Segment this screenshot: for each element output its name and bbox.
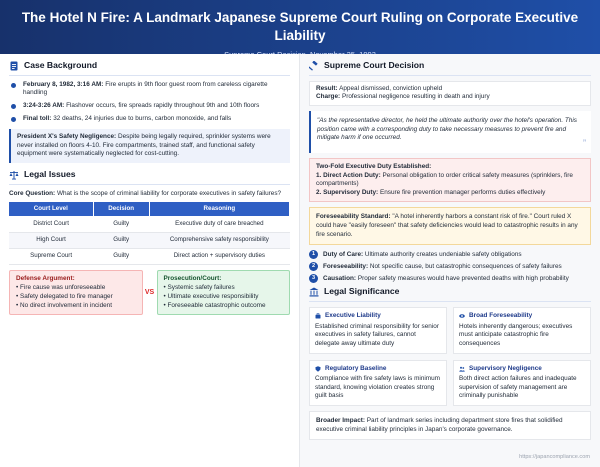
decision-heading bbox=[309, 60, 591, 76]
table-cell: Guilty bbox=[93, 248, 149, 264]
card-text: Both direct action failures and inadequate supervision of safety management are criminally punishable bbox=[459, 375, 577, 400]
number-badge: 3 bbox=[309, 274, 318, 283]
table-header-row bbox=[9, 202, 290, 216]
foreseeability-box bbox=[309, 207, 591, 245]
list-item bbox=[309, 250, 591, 259]
significance-title: Legal Significance bbox=[324, 286, 400, 297]
table-cell: High Court bbox=[9, 232, 93, 248]
defense-title: Defense Argument: bbox=[16, 274, 75, 282]
point-label: Causation: bbox=[323, 274, 357, 282]
number-badge: 1 bbox=[309, 250, 318, 259]
card-title: Broad Foreseeability bbox=[469, 311, 533, 319]
significance-heading bbox=[309, 286, 591, 302]
significance-card bbox=[453, 360, 591, 407]
table-row bbox=[9, 248, 290, 264]
timeline-dot bbox=[11, 83, 16, 88]
quote-text: "As the representative director, he held the ultimate authority over the hotel's operation. This position came with a corresponding duty to take necessary measures to prevent fire and mitigate harm if one occurred. bbox=[317, 116, 577, 142]
table-cell: Executive duty of care breached bbox=[149, 216, 289, 232]
legal-issues-title: Legal Issues bbox=[24, 169, 76, 180]
users-icon bbox=[459, 366, 465, 372]
timeline bbox=[9, 81, 290, 124]
point-text: Not specific cause, but catastrophic consequences of safety failures bbox=[369, 262, 562, 270]
timeline-label: February 8, 1982, 3:16 AM: bbox=[23, 80, 104, 88]
table-cell: Guilty bbox=[93, 216, 149, 232]
prosecution-point: • Systemic safety failures bbox=[163, 284, 235, 292]
court-quote bbox=[309, 111, 591, 153]
significance-cards bbox=[309, 307, 591, 406]
eye-icon bbox=[459, 313, 465, 319]
decision-title: Supreme Court Decision bbox=[324, 60, 425, 70]
duty-item bbox=[316, 189, 584, 198]
point-label: Duty of Care: bbox=[323, 250, 364, 258]
table-cell: District Court bbox=[9, 216, 93, 232]
timeline-dot bbox=[11, 117, 16, 122]
prosecution-point: • Foreseeable catastrophic outcome bbox=[163, 301, 266, 309]
timeline-dot bbox=[11, 104, 16, 109]
institution-icon bbox=[309, 287, 319, 297]
point-text: Ultimate authority creates undeniable safety obligations bbox=[364, 250, 522, 258]
defense-point: • Safety delegated to fire manager bbox=[16, 293, 113, 301]
column-header: Court Level bbox=[9, 202, 93, 216]
table-cell: Guilty bbox=[93, 232, 149, 248]
defense-point: • No direct involvement in incident bbox=[16, 301, 113, 309]
arguments-comparison bbox=[9, 270, 290, 316]
timeline-item bbox=[9, 115, 290, 124]
table-cell: Supreme Court bbox=[9, 248, 93, 264]
source-url[interactable]: https://japancompliance.com bbox=[519, 454, 590, 461]
table-cell: Comprehensive safety responsibility bbox=[149, 232, 289, 248]
card-title: Supervisory Negligence bbox=[469, 364, 542, 372]
gavel-icon bbox=[309, 61, 319, 71]
foreseeability-text: "A hotel inherently harbors a constant risk of fire." Court ruled X could have "easily foreseen" that safety deficiencies would lead to catastrophic results in any fire scenario. bbox=[316, 213, 578, 238]
duty-label: 1. Direct Action Duty: bbox=[316, 171, 381, 179]
right-column bbox=[300, 54, 600, 467]
core-question bbox=[9, 190, 290, 199]
shield-icon bbox=[315, 366, 321, 372]
page-header bbox=[0, 0, 600, 54]
prosecution-argument-box bbox=[157, 270, 291, 316]
executive-icon bbox=[315, 313, 321, 319]
timeline-item bbox=[9, 81, 290, 98]
table-row bbox=[9, 232, 290, 248]
duty-text: Personal obligation to order critical safety measures (sprinklers, fire compartments) bbox=[316, 171, 573, 188]
timeline-label: 3:24-3:26 AM: bbox=[23, 101, 65, 109]
card-text: Hotels inherently dangerous; executives must anticipate catastrophic fire consequences bbox=[459, 322, 573, 347]
case-background-title: Case Background bbox=[24, 60, 98, 70]
timeline-text: Flashover occurs, fire spreads rapidly throughout 9th and 10th floors bbox=[66, 101, 260, 109]
card-text: Established criminal responsibility for senior executives in safety failures, cannot delegate away ultimate duty bbox=[315, 322, 439, 347]
point-text: Proper safety measures would have prevented deaths with high probability bbox=[357, 274, 569, 282]
card-text: Compliance with fire safety laws is minimum standard, knowing violation creates strong guilt basis bbox=[315, 375, 441, 400]
impact-label: Broader Impact: bbox=[316, 417, 366, 425]
scale-icon bbox=[9, 170, 19, 180]
decision-result-box bbox=[309, 81, 591, 106]
prosecution-point: • Ultimate executive responsibility bbox=[163, 293, 259, 301]
column-header: Reasoning bbox=[149, 202, 289, 216]
table-row bbox=[9, 216, 290, 232]
quote-mark-icon: ” bbox=[583, 137, 586, 148]
result-label: Result: bbox=[316, 84, 338, 92]
case-background-heading bbox=[9, 60, 290, 76]
negligence-text: Despite being legally required, sprinkler systems were never installed on floors 4-10. Fire compartments, trained staff, and functional safety equipment were systematically neglected for cost-cutting. bbox=[17, 133, 271, 158]
versus-label: VS bbox=[144, 288, 155, 296]
significance-card bbox=[309, 307, 447, 354]
significance-card bbox=[309, 360, 447, 407]
column-header: Decision bbox=[93, 202, 149, 216]
timeline-item bbox=[9, 102, 290, 111]
document-icon bbox=[9, 61, 19, 71]
key-points-list bbox=[309, 250, 591, 283]
prosecution-title: Prosecution/Court: bbox=[163, 274, 222, 282]
core-question-label: Core Question: bbox=[9, 189, 56, 197]
defense-point: • Fire cause was unforeseeable bbox=[16, 284, 106, 292]
executive-duty-box bbox=[309, 158, 591, 203]
duty-item bbox=[316, 172, 584, 189]
impact-text: Part of landmark series including department store fires that solidified executive criminal liability principles in Japan's corporate governance. bbox=[316, 417, 563, 433]
list-item bbox=[309, 262, 591, 271]
duty-label: 2. Supervisory Duty: bbox=[316, 188, 379, 196]
significance-card bbox=[453, 307, 591, 354]
charge-label: Charge: bbox=[316, 93, 341, 101]
foreseeability-label: Foreseeability Standard: bbox=[316, 213, 391, 221]
negligence-label: President X's Safety Negligence: bbox=[17, 133, 117, 141]
charge-text: Professional negligence resulting in death and injury bbox=[341, 93, 490, 101]
timeline-label: Final toll: bbox=[23, 114, 52, 122]
result-text: Appeal dismissed, conviction upheld bbox=[339, 84, 443, 92]
duty-title: Two-Fold Executive Duty Established: bbox=[316, 162, 432, 170]
duty-text: Ensure fire prevention manager performs duties effectively bbox=[379, 188, 546, 196]
page-title: The Hotel N Fire: A Landmark Japanese Supreme Court Ruling on Corporate Executive Liability bbox=[21, 10, 579, 44]
card-title: Regulatory Baseline bbox=[325, 364, 387, 372]
point-label: Foreseeability: bbox=[323, 262, 369, 270]
core-question-text: What is the scope of criminal liability for corporate executives in safety failures? bbox=[56, 189, 282, 197]
number-badge: 2 bbox=[309, 262, 318, 271]
broader-impact-box bbox=[309, 411, 591, 440]
court-decisions-table bbox=[9, 202, 290, 265]
negligence-callout bbox=[9, 129, 290, 163]
timeline-text: 32 deaths, 24 injuries due to burns, carbon monoxide, and falls bbox=[53, 114, 232, 122]
list-item bbox=[309, 274, 591, 283]
timeline-text: Fire erupts in 9th floor guest room from careless cigarette handling bbox=[23, 80, 268, 97]
defense-argument-box bbox=[9, 270, 143, 316]
table-cell: Direct action + supervisory duties bbox=[149, 248, 289, 264]
card-title: Executive Liability bbox=[325, 311, 381, 319]
left-column bbox=[0, 54, 300, 467]
legal-issues-heading bbox=[9, 169, 290, 185]
